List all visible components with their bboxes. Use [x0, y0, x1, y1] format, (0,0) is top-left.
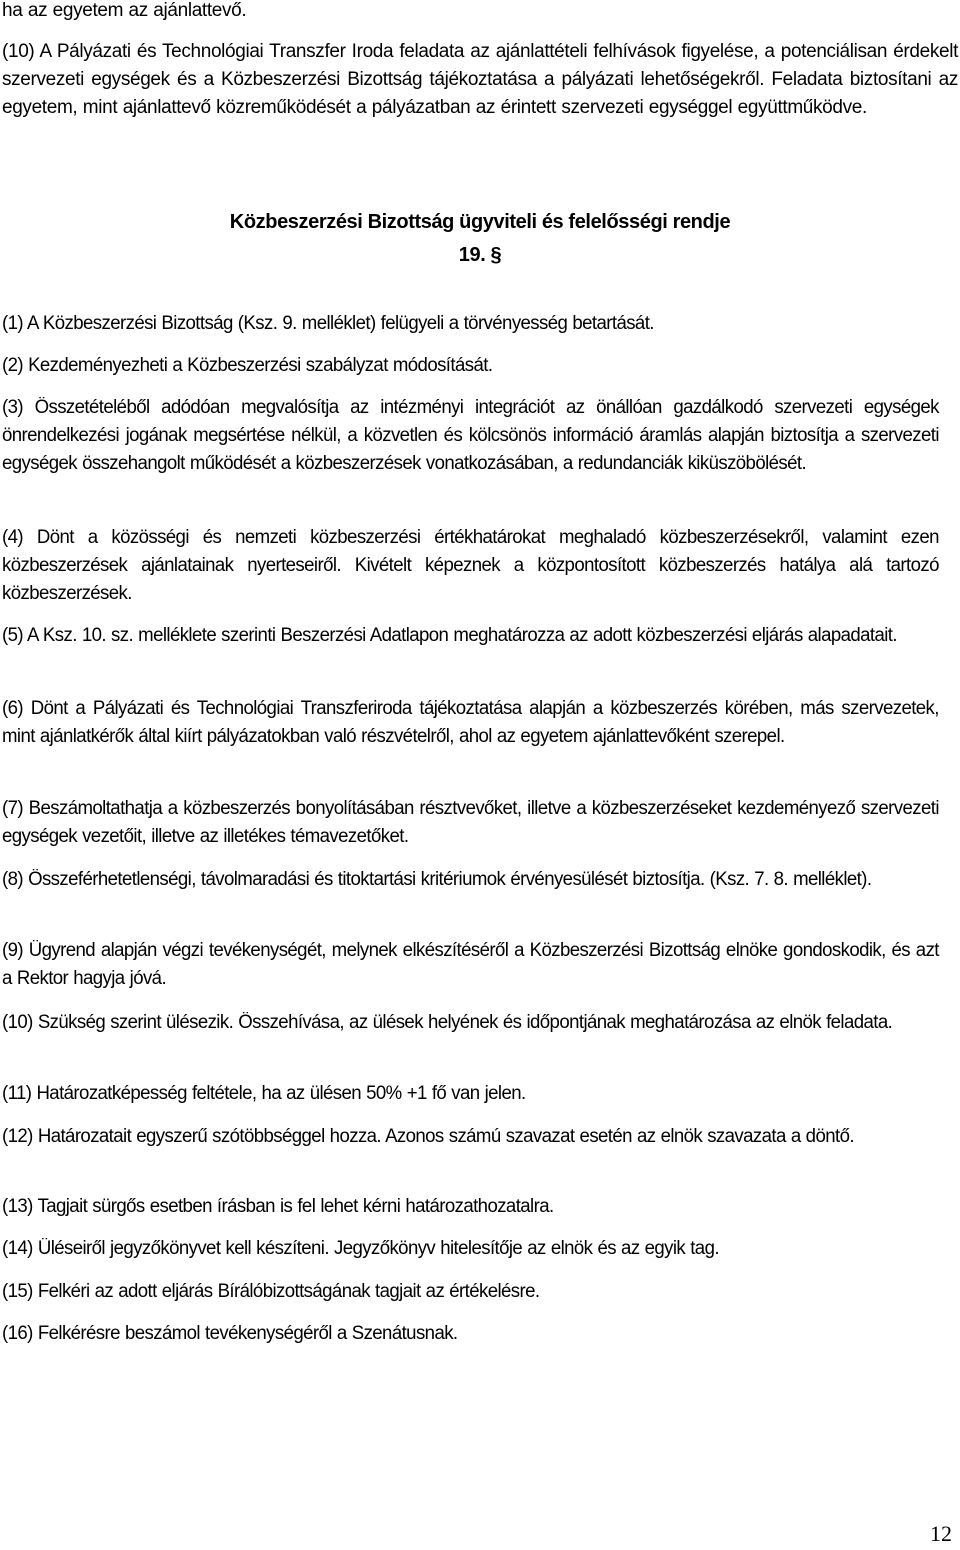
section-heading: Közbeszerzési Bizottság ügyviteli és felelősségi rendje: [229, 211, 731, 233]
item-4: (4) Dönt a közösségi és nemzeti közbeszerzési értékhatárokat meghaladó közbeszerzésekről, valamint ezen közbeszerzések ajánlatainak nyerteseiről. Kivételt képeznek a központosított közbeszerzés hatálya alá tartozó közbeszerzések.: [2, 527, 939, 604]
item-15: (15) Felkéri az adott eljárás Bírálóbizottságának tagjait az értékelésre.: [2, 1281, 540, 1302]
item-8: (8) Összeférhetetlenségi, távolmaradási és titoktartási kritériumok érvényesülését biztosítja. (Ksz. 7. 8. melléklet).: [2, 869, 872, 890]
item-10: (10) Szükség szerint ülésezik. Összehívása, az ülések helyének és időpontjának meghatározása az elnök feladata.: [2, 1012, 893, 1033]
section-number: 19. §: [458, 244, 502, 266]
item-12: (12) Határozatait egyszerű szótöbbséggel hozza. Azonos számú szavazat esetén az elnök szavazata a döntő.: [2, 1126, 854, 1147]
paragraph-10-intro: (10) A Pályázati és Technológiai Transzfer Iroda feladata az ajánlattételi felhívások figyelése, a potenciálisan érdekelt szervezeti egységek és a Közbeszerzési Bizottság tájékoztatása a pályázati lehetőségekről. Feladata biztosítani az egyetem, mint ajánlattevő közreműködését a pályázatban az érintett szervezeti egységgel együttműködve.: [2, 41, 958, 118]
item-13: (13) Tagjait sürgős esetben írásban is fel lehet kérni határozathozatalra.: [2, 1196, 554, 1217]
item-1: (1) A Közbeszerzési Bizottság (Ksz. 9. melléklet) felügyeli a törvényesség betartását.: [2, 313, 654, 334]
page-number: 12: [930, 1521, 952, 1546]
intro-line: ha az egyetem az ajánlattevő.: [2, 0, 247, 21]
item-3: (3) Összetételéből adódóan megvalósítja az intézményi integrációt az önállóan gazdálkodó szervezeti egységek önrendelkezési jogának megsértése nélkül, a közvetlen és kölcsönös információ áramlás alapján biztosítja a szervezeti egységek összehangolt működését a közbeszerzések vonatkozásában, a redundanciák kiküszöbölését.: [2, 397, 939, 474]
item-7: (7) Beszámoltathatja a közbeszerzés bonyolításában résztvevőket, illetve a közbeszerzéseket kezdeményező szervezeti egységek vezetőit, illetve az illetékes témavezetőket.: [2, 798, 939, 847]
item-2: (2) Kezdeményezheti a Közbeszerzési szabályzat módosítását.: [2, 355, 493, 376]
item-14: (14) Üléseiről jegyzőkönyvet kell készíteni. Jegyzőkönyv hitelesítője az elnök és az egyik tag.: [2, 1238, 719, 1259]
item-16: (16) Felkérésre beszámol tevékenységéről a Szenátusnak.: [2, 1323, 458, 1344]
item-9: (9) Ügyrend alapján végzi tevékenységét, melynek elkészítéséről a Közbeszerzési Bizottság elnöke gondoskodik, és azt a Rektor hagyja jóvá.: [2, 940, 939, 989]
item-5: (5) A Ksz. 10. sz. melléklete szerinti Beszerzési Adatlapon meghatározza az adott közbeszerzési eljárás alapadatait.: [2, 625, 897, 646]
item-11: (11) Határozatképesség feltétele, ha az ülésen 50% +1 fő van jelen.: [2, 1083, 526, 1104]
item-6: (6) Dönt a Pályázati és Technológiai Transzferiroda tájékoztatása alapján a közbeszerzés körében, más szervezetek, mint ajánlatkérők által kiírt pályázatokban való részvételről, ahol az egyetem ajánlattevőként szerepel.: [2, 698, 939, 747]
